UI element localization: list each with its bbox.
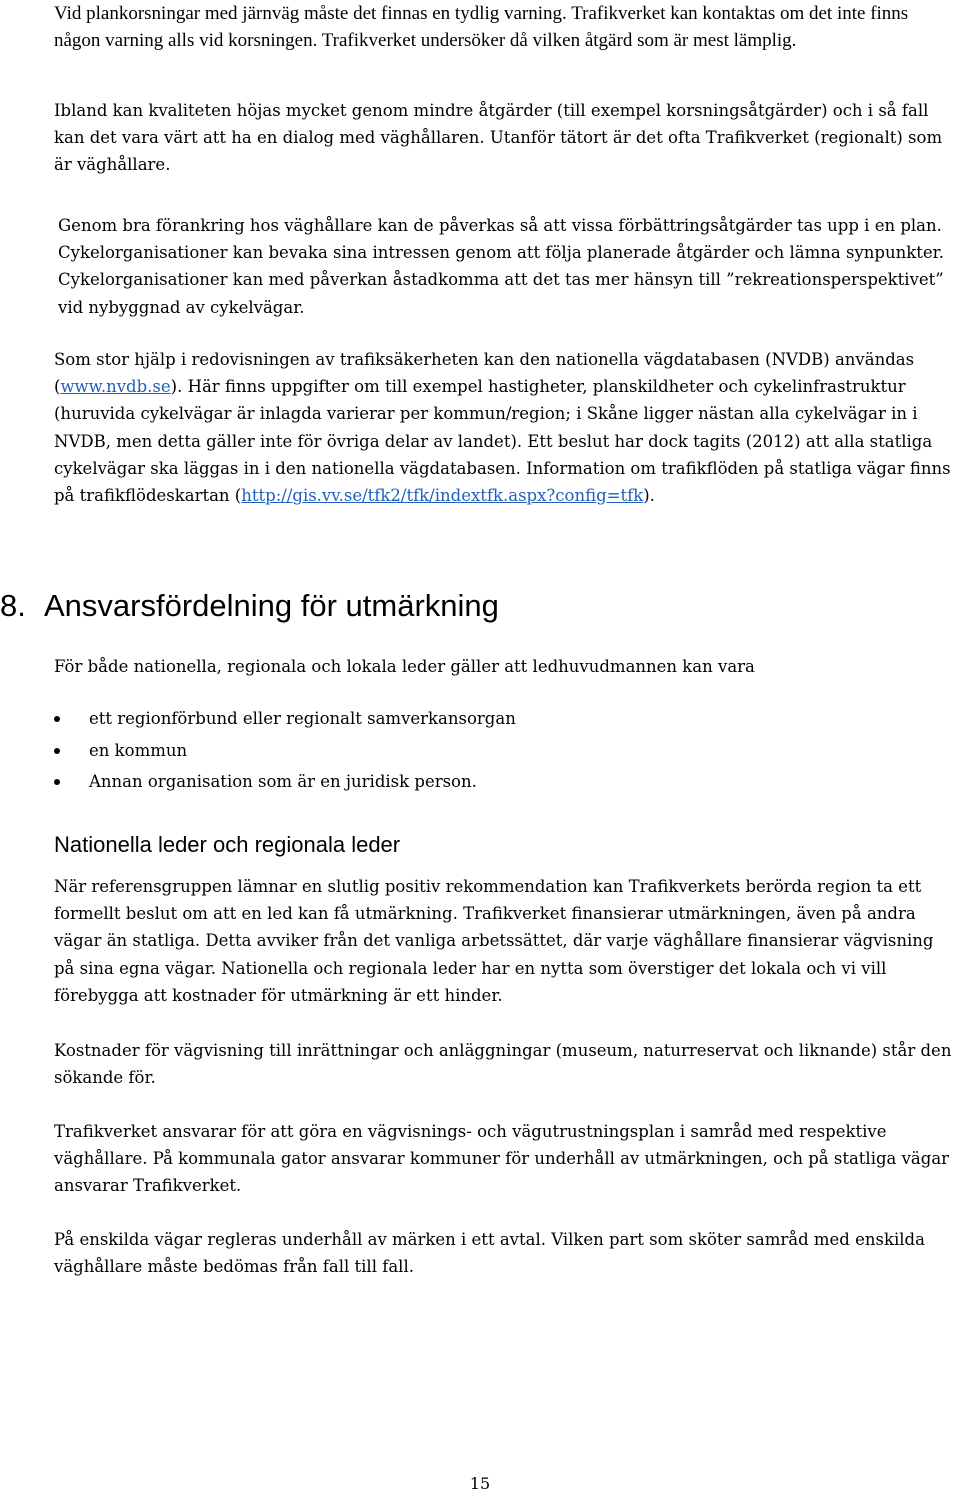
paragraph-nvdb-text-c: ). xyxy=(643,486,655,506)
responsible-list xyxy=(54,705,516,800)
traffic-flow-map-link[interactable]: http://gis.vv.se/tfk2/tfk/indextfk.aspx?config=tfk xyxy=(241,486,644,506)
paragraph-responsibility: Trafikverket ansvarar för att göra en vägvisnings- och vägutrustningsplan i samråd med respektive väghållare. På kommunala gator ansvarar kommuner för underhåll av utmärkningen, och på statliga vägar ansvarar Trafikverket. xyxy=(54,1122,950,1196)
bullet-icon xyxy=(54,716,60,722)
subsection-heading: Nationella leder och regionala leder xyxy=(54,832,401,857)
list-item-text: en kommun xyxy=(89,740,188,760)
paragraph-railway-crossings: Vid plankorsningar med järnväg måste det finnas en tydlig varning. Trafikverket kan kontaktas om det inte finns någon varning alls vid korsningen. Trafikverket undersöker då vilken åtgärd som är mest lämplig. xyxy=(54,3,909,52)
paragraph-reference-group: När referensgruppen lämnar en slutlig positiv rekommendation kan Trafikverkets berörda region ta ett formellt beslut om att en led kan få utmärkning. Trafikverket finansierar utmärkningen, även på andra vägar än statliga. Detta avviker från det vanliga arbetssättet, där varje väghållare finansierar vägvisning på sina egna vägar. Nationella och regionala leder har en nytta som överstiger det lokala och vi vill förebygga att kostnader för utmärkning är ett hinder. xyxy=(54,877,934,1005)
bullet-icon xyxy=(54,779,60,785)
nvdb-link[interactable]: www.nvdb.se xyxy=(60,377,171,397)
page-number: 15 xyxy=(469,1474,491,1493)
paragraph-private-roads: På enskilda vägar regleras underhåll av märken i ett avtal. Vilken part som sköter samråd med enskilda väghållare måste bedömas från fall till fall. xyxy=(54,1230,925,1277)
paragraph-road-authority-anchoring: Genom bra förankring hos väghållare kan de påverkas så att vissa förbättringsåtgärder tas upp i en plan. Cykelorganisationer kan bevaka sina intressen genom att följa planerade åtgärder och lämna synpunkter. Cykelorganisationer kan med påverkan åstadkomma att det tas mer hänsyn till ”rekreationsperspektivet” vid nybyggnad av cykelvägar. xyxy=(58,216,944,317)
section-number: 8. xyxy=(0,588,26,623)
bullet-icon xyxy=(54,748,60,754)
paragraph-costs: Kostnader för vägvisning till inrättningar och anläggningar (museum, naturreservat och liknande) står den sökande för. xyxy=(54,1041,952,1088)
paragraph-nvdb-text-b: ). Här finns uppgifter om till exempel hastigheter, planskildheter och cykelinfrastruktur (huruvida cykelvägar är inlagda varierar per kommun/region; i Skåne ligger nästan alla cykelvägar in i NVDB, men detta gäller inte för övriga delar av landet). Ett beslut har dock tagits (2012) att alla statliga cykelvägar ska läggas in i den nationella vägdatabasen. Information om trafikflöden på statliga vägar finns på trafikflödeskartan ( xyxy=(54,377,951,506)
list-item-text: Annan organisation som är en juridisk person. xyxy=(89,772,477,791)
list-item xyxy=(54,737,516,769)
list-item-text: ett regionförbund eller regionalt samverkansorgan xyxy=(89,709,516,728)
paragraph-nvdb-text-a: Som stor hjälp i redovisningen av trafiksäkerheten kan den nationella vägdatabasen (NVDB) användas ( xyxy=(54,350,915,397)
section-heading xyxy=(0,580,960,632)
list-item xyxy=(54,768,516,800)
paragraph-intro-responsible: För både nationella, regionala och lokala leder gäller att ledhuvudmannen kan vara xyxy=(54,657,755,676)
paragraph-quality-improvement: Ibland kan kvaliteten höjas mycket genom mindre åtgärder (till exempel korsningsåtgärder) och i så fall kan det vara värt att ha en dialog med väghållaren. Utanför tätort är det ofta Trafikverket (regionalt) som är väghållare. xyxy=(54,101,943,175)
list-item xyxy=(54,705,516,737)
paragraph-nvdb xyxy=(54,346,954,509)
section-title: Ansvarsfördelning för utmärkning xyxy=(44,588,499,623)
